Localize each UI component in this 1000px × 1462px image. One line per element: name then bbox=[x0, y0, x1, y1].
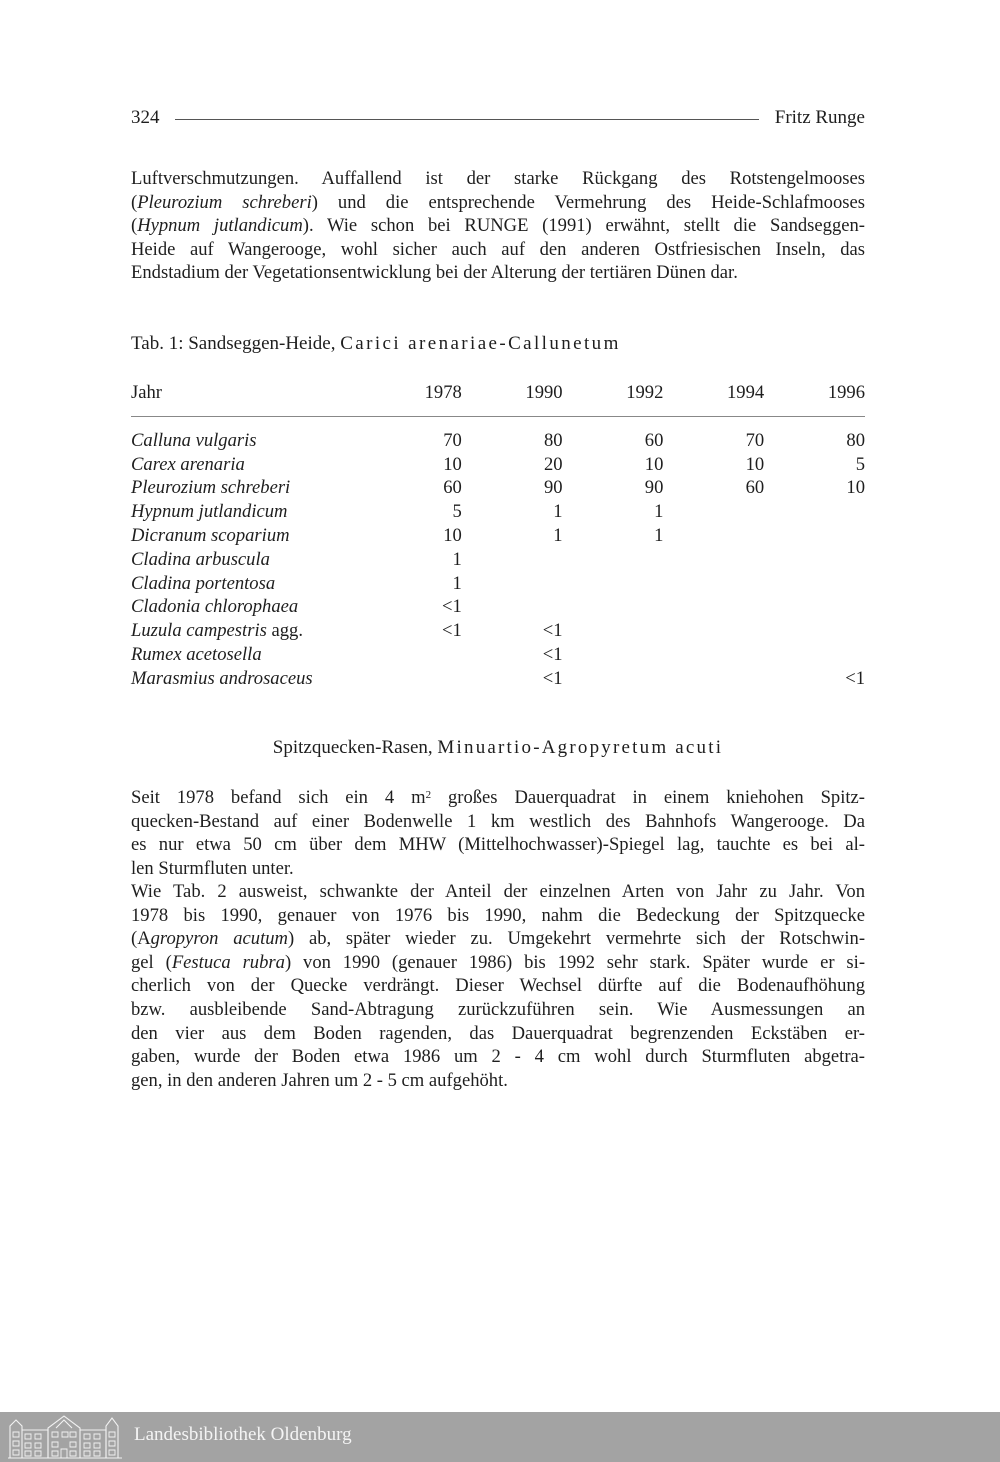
cover-value-cell: 10 bbox=[443, 525, 462, 547]
cover-value-cell: 10 bbox=[644, 453, 664, 475]
table-row bbox=[131, 596, 865, 620]
paragraph-dauerquadrat bbox=[131, 786, 865, 880]
cover-value-cell bbox=[663, 572, 764, 596]
table-row bbox=[131, 619, 865, 643]
library-name: Landesbibliothek Oldenburg bbox=[134, 1424, 352, 1445]
species-cell: Dicranum scoparium bbox=[131, 525, 290, 547]
text-line: es nur etwa 50 cm über dem MHW (Mittelhochwasser)-Spiegel lag, tauchte es bei al- bbox=[131, 834, 865, 856]
cover-value-cell: 70 bbox=[745, 429, 765, 451]
header-author: Fritz Runge bbox=[774, 107, 865, 128]
cover-value-cell bbox=[764, 643, 865, 667]
text-line: Luftverschmutzungen. Auffallend ist der starke Rückgang des Rotstengelmooses bbox=[131, 168, 865, 189]
cover-value-cell: 10 bbox=[745, 453, 765, 475]
cover-value-cell bbox=[764, 500, 865, 524]
species-cell: Luzula campestris agg. bbox=[131, 620, 304, 642]
table-row bbox=[131, 548, 865, 572]
table-row bbox=[131, 524, 865, 548]
library-building-icon bbox=[6, 1414, 124, 1460]
cover-value-cell bbox=[764, 596, 865, 620]
cover-value-cell bbox=[764, 524, 865, 548]
cover-value-cell bbox=[663, 596, 764, 620]
cover-value-cell bbox=[663, 524, 764, 548]
cover-value-cell: 60 bbox=[745, 477, 765, 499]
text-line: gen, in den anderen Jahren um 2 - 5 cm aufgehöht. bbox=[131, 1069, 508, 1091]
column-header: Jahr bbox=[131, 380, 361, 417]
species-cell: Cladina arbuscula bbox=[131, 548, 270, 570]
species-name: Hypnum jutlandicum bbox=[137, 215, 303, 237]
cover-value-cell: 1 bbox=[654, 501, 664, 523]
cover-value-cell: 1 bbox=[553, 501, 563, 523]
cover-value-cell: 90 bbox=[644, 477, 664, 499]
cover-value-cell bbox=[663, 548, 764, 572]
text-line: (Pleurozium schreberi) und die entsprechende Vermehrung des Heide-Schlafmooses bbox=[131, 191, 865, 213]
text-line: (Agropyron acutum) ab, später wieder zu. Umgekehrt vermehrte sich der Rotschwin- bbox=[131, 928, 866, 950]
text-line: cherlich von der Quecke verdrängt. Dieser Wechsel dürfte auf die Bodenaufhöhung bbox=[131, 975, 865, 997]
table-header-row bbox=[131, 380, 865, 417]
cover-value-cell: 90 bbox=[544, 477, 563, 499]
cover-value-cell: 1 bbox=[452, 548, 462, 570]
species-cell: Calluna vulgaris bbox=[131, 429, 257, 451]
column-header: 1978 bbox=[361, 380, 462, 417]
cover-value-cell: 5 bbox=[855, 453, 865, 475]
table-row bbox=[131, 429, 865, 453]
cover-value-cell: 1 bbox=[553, 525, 563, 547]
species-cell: Rumex acetosella bbox=[131, 644, 262, 666]
text-line: Seit 1978 befand sich ein 4 $m^2$ großes Dauerquadrat in einem kniehohen Spitz- bbox=[131, 787, 865, 808]
text-line: 1978 bis 1990, genauer von 1976 bis 1990, nahm die Bedeckung der Spitzquecke bbox=[131, 904, 865, 926]
text-line: Wie Tab. 2 ausweist, schwankte der Anteil der einzelnen Arten von Jahr zu Jahr. Von bbox=[131, 881, 865, 902]
running-header bbox=[131, 104, 865, 132]
cover-value-cell bbox=[663, 500, 764, 524]
cover-value-cell bbox=[462, 548, 563, 572]
table-row bbox=[131, 500, 865, 524]
table-row bbox=[131, 643, 865, 667]
cover-value-cell bbox=[563, 596, 664, 620]
table-row bbox=[131, 667, 865, 691]
text-line: gel (Festuca rubra) von 1990 (genauer 1986) bis 1992 sehr stark. Später wurde er si- bbox=[131, 951, 866, 973]
species-cell: Carex arenaria bbox=[131, 453, 245, 475]
column-header: 1990 bbox=[462, 380, 563, 417]
page-number: 324 bbox=[131, 107, 160, 128]
cover-value-cell: <1 bbox=[442, 620, 462, 642]
cover-value-cell bbox=[563, 667, 664, 691]
text-line: Endstadium der Vegetationsentwicklung bei der Alterung der tertiären Dünen dar. bbox=[131, 262, 738, 284]
cover-value-cell bbox=[663, 619, 764, 643]
text-line: den vier aus dem Boden ragenden, das Dauerquadrat begrenzenden Eckstäben er- bbox=[131, 1022, 865, 1044]
association-name: Minuartio-Agropyretum acuti bbox=[437, 737, 724, 758]
cover-value-cell bbox=[563, 619, 664, 643]
species-cell: Marasmius androsaceus bbox=[131, 667, 313, 689]
column-header: 1996 bbox=[764, 380, 865, 417]
cover-value-cell bbox=[462, 572, 563, 596]
cover-value-cell: 60 bbox=[644, 429, 664, 451]
cover-value-cell: 70 bbox=[443, 429, 462, 451]
column-header: 1992 bbox=[563, 380, 664, 417]
cover-value-cell bbox=[764, 572, 865, 596]
cover-value-cell: <1 bbox=[542, 620, 563, 642]
cover-value-cell bbox=[462, 596, 563, 620]
species-cell: Cladonia chlorophaea bbox=[131, 596, 299, 618]
header-rule bbox=[175, 119, 759, 120]
table-row bbox=[131, 572, 865, 596]
species-cell: Cladina portentosa bbox=[131, 572, 276, 594]
cover-value-cell bbox=[663, 667, 764, 691]
cover-value-cell bbox=[563, 572, 664, 596]
cover-value-cell: 1 bbox=[654, 525, 664, 547]
cover-value-cell: 80 bbox=[846, 429, 865, 451]
cover-value-cell: <1 bbox=[542, 644, 563, 666]
cover-value-cell bbox=[361, 667, 462, 691]
species-name: Pleurozium schreberi bbox=[137, 191, 312, 213]
cover-value-cell bbox=[663, 643, 764, 667]
intro-paragraph bbox=[131, 167, 865, 285]
cover-value-cell: 1 bbox=[452, 572, 462, 594]
text-line: Heide auf Wangerooge, wohl sicher auch auf den anderen Ostfriesischen Inseln, das bbox=[131, 238, 865, 260]
library-footer-bar bbox=[0, 1412, 1000, 1462]
column-header: 1994 bbox=[663, 380, 764, 417]
text-line: (Hypnum jutlandicum). Wie schon bei RUNGE (1991) erwähnt, stellt die Sandseggen- bbox=[131, 215, 865, 237]
cover-value-cell bbox=[563, 548, 664, 572]
superscript: 2 bbox=[425, 789, 432, 801]
text-line: len Sturmfluten unter. bbox=[131, 857, 294, 879]
cover-value-cell: <1 bbox=[542, 667, 563, 689]
cover-value-cell: 80 bbox=[544, 429, 563, 451]
cover-value-cell: 10 bbox=[846, 477, 865, 499]
text-line: gaben, wurde der Boden etwa 1986 um 2 - 4 cm wohl durch Sturmfluten abgetra- bbox=[131, 1046, 865, 1068]
section-heading: Spitzquecken-Rasen, Minuartio-Agropyretum acuti bbox=[272, 737, 724, 758]
cover-value-cell: 10 bbox=[443, 453, 462, 475]
table-caption: Tab. 1: Sandseggen-Heide, Carici arenariae-Callunetum bbox=[131, 333, 621, 354]
table-row bbox=[131, 453, 865, 477]
paragraph-tab2 bbox=[131, 880, 865, 1092]
vegetation-table bbox=[131, 380, 865, 691]
cover-value-cell bbox=[764, 619, 865, 643]
text-line: bzw. ausbleibende Sand-Abtragung zurückzuführen sein. Wie Ausmessungen an bbox=[131, 998, 865, 1020]
cover-value-cell bbox=[764, 548, 865, 572]
species-name: gropyron acutum bbox=[150, 928, 288, 950]
cover-value-cell: 20 bbox=[544, 453, 563, 475]
cover-value-cell: <1 bbox=[845, 667, 865, 689]
cover-value-cell: 5 bbox=[452, 501, 462, 523]
table-row bbox=[131, 477, 865, 501]
species-cell: Hypnum jutlandicum bbox=[131, 501, 288, 523]
cover-value-cell bbox=[563, 643, 664, 667]
species-cell: Pleurozium schreberi bbox=[131, 477, 291, 499]
cover-value-cell: <1 bbox=[442, 596, 462, 618]
text-line: quecken-Bestand auf einer Bodenwelle 1 km westlich des Bahnhofs Wangerooge. Da bbox=[131, 810, 865, 832]
cover-value-cell: 60 bbox=[443, 477, 462, 499]
species-name: Festuca rubra bbox=[171, 951, 285, 973]
cover-value-cell bbox=[361, 643, 462, 667]
association-name: Carici arenariae-Callunetum bbox=[340, 333, 621, 354]
